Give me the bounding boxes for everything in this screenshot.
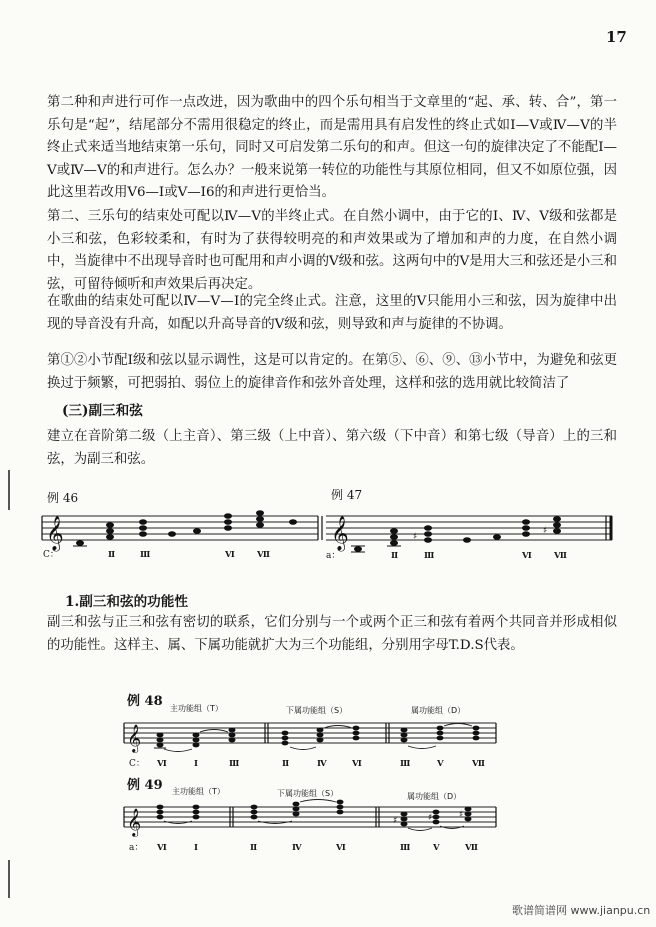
roman-numeral: Ⅵ: [336, 843, 346, 853]
roman-numeral: Ⅱ: [250, 843, 258, 853]
paragraph-half-cadence: 第二、三乐句的结束处可配以Ⅳ—Ⅴ的半终止式。在自然小调中，由于它的Ⅰ、Ⅳ、Ⅴ级和弦都是小三和弦，色彩较柔和，有时为了获得较明亮的和声效果或为了增加和声的力度，在自然小调中，当旋律中不出现导音时也可配用和声小调的Ⅴ级和弦。这两句中的Ⅴ是用大三和弦还是小三和弦，可留待倾听和声效果后再决定。: [47, 209, 617, 292]
example-47-label: 例 47: [331, 488, 363, 502]
example-49: [124, 777, 496, 853]
roman-numeral: Ⅳ: [292, 843, 302, 853]
paragraph-perfect-cadence: 在歌曲的结束处可配以Ⅳ—Ⅴ—Ⅰ的完全终止式。注意，这里的Ⅴ只能用小三和弦，因为旋律中出现的导音没有升高，如配以升高导音的Ⅴ级和弦，则导致和声与旋律的不协调。: [47, 294, 617, 332]
roman-numeral: Ⅴ: [433, 843, 440, 853]
roman-numeral: Ⅵ: [157, 843, 167, 853]
roman-numeral: Ⅳ: [317, 759, 327, 769]
treble-clef-icon: 𝄞: [331, 516, 349, 551]
notes-49: [157, 800, 497, 831]
roman-numeral: Ⅶ: [472, 759, 485, 769]
example-48-label: 例 48: [127, 694, 163, 709]
paragraph-function-groups: 副三和弦与正三和弦有密切的联系，它们分别与一个或两个正三和弦有着两个共同音并形成相似的功能性。这样主、属、下属功能就扩大为三个功能组，分别用字母T.D.S代表。: [47, 615, 617, 653]
svg-text:♯: ♯: [459, 810, 464, 820]
roman-numeral: Ⅵ: [352, 759, 362, 769]
example-49-label: 例 49: [127, 778, 163, 793]
treble-clef-icon: 𝄞: [127, 808, 142, 836]
roman-numeral: Ⅴ: [437, 759, 444, 769]
paragraph-harmony-improvement: 第二种和声进行可作一点改进，因为歌曲中的四个乐句相当于文章里的“起、承、转、合”，第一乐句是“起”，结尾部分不需用很稳定的终止，而是需用具有启发性的终止式如Ⅰ—Ⅴ或Ⅳ—Ⅴ的半终止式来适当地结束第一乐句，同时又可启发第二乐句的和声。但这一句的旋律决定了不能配Ⅰ—Ⅴ或Ⅳ—Ⅴ的和声进行。怎么办？一般来说第一转位的功能性与其原位相同，但又不如原位强，因此这里若改用Ⅴ6—Ⅰ或Ⅴ—Ⅰ6的和声进行更恰当。: [47, 95, 617, 201]
paragraph-secondary-triads-definition: 建立在音阶第二级（上主音）、第三级（上中音）、第六级（下中音）和第七级（导音）上的三和弦，为副三和弦。: [47, 429, 617, 467]
example-47: [326, 487, 612, 561]
group-label-subdominant: 下属功能组（S）: [277, 789, 339, 798]
subsection-heading-function: 1.副三和弦的功能性: [65, 594, 188, 610]
roman-numeral: Ⅵ: [225, 550, 235, 560]
note: [76, 540, 84, 546]
example-47-key: a：: [326, 551, 341, 561]
roman-numeral: Ⅱ: [282, 759, 290, 769]
svg-text:♯: ♯: [413, 532, 418, 542]
group-label-subdominant: 下属功能组（S）: [286, 706, 348, 715]
notes-48: [154, 723, 496, 752]
treble-clef-icon: 𝄞: [127, 724, 142, 752]
treble-clef-icon: 𝄞: [46, 516, 64, 551]
roman-numeral: Ⅲ: [400, 759, 411, 769]
roman-numeral: Ⅲ: [140, 550, 151, 560]
paragraph-measure-notes: 第①②小节配Ⅰ级和弦以显示调性，这是可以肯定的。在第⑤、⑥、⑨、⑬小节中，为避免和弦更换过于频繁，可把弱拍、弱位上的旋律音作和弦外音处理，这样和弦的选用就比较简洁了: [47, 353, 617, 391]
roman-numeral: Ⅱ: [108, 550, 116, 560]
group-label-tonic: 主功能组（T）: [172, 787, 225, 796]
svg-text:♯: ♯: [428, 813, 433, 823]
svg-text:♯: ♯: [393, 816, 398, 826]
staff-46: [42, 516, 318, 540]
example-46: [42, 490, 322, 560]
example-48-key: C：: [129, 759, 145, 769]
example-48: [124, 693, 496, 769]
roman-numeral: Ⅶ: [554, 551, 567, 561]
note: [106, 534, 114, 540]
roman-numeral: Ⅲ: [424, 551, 435, 561]
staff-49: [124, 807, 496, 827]
roman-numeral: Ⅰ: [194, 843, 198, 853]
roman-numeral: Ⅱ: [391, 551, 399, 561]
roman-numeral: Ⅲ: [229, 759, 240, 769]
example-46-label: 例 46: [47, 491, 79, 505]
section-heading-secondary-triads: (三)副三和弦: [62, 403, 143, 419]
example-46-key: C：: [43, 550, 59, 560]
scan-edge-mark: [8, 470, 10, 510]
staff-47: [326, 516, 612, 540]
svg-text:♯: ♯: [543, 526, 548, 536]
roman-numeral: Ⅶ: [257, 550, 270, 560]
roman-numeral: Ⅰ: [194, 759, 198, 769]
roman-numeral: Ⅲ: [400, 843, 411, 853]
group-label-tonic: 主功能组（T）: [170, 704, 223, 713]
roman-numeral: Ⅶ: [465, 843, 478, 853]
watermark: 歌谱简谱网 www.jianpu.cn: [512, 904, 651, 917]
roman-numeral: Ⅵ: [522, 551, 532, 561]
example-49-key: a：: [129, 843, 144, 853]
group-label-dominant: 属功能组（D）: [411, 706, 466, 715]
page-number: 17: [606, 28, 627, 46]
scan-edge-mark: [8, 860, 10, 898]
group-label-dominant: 属功能组（D）: [407, 792, 462, 801]
roman-numeral: Ⅵ: [157, 759, 167, 769]
